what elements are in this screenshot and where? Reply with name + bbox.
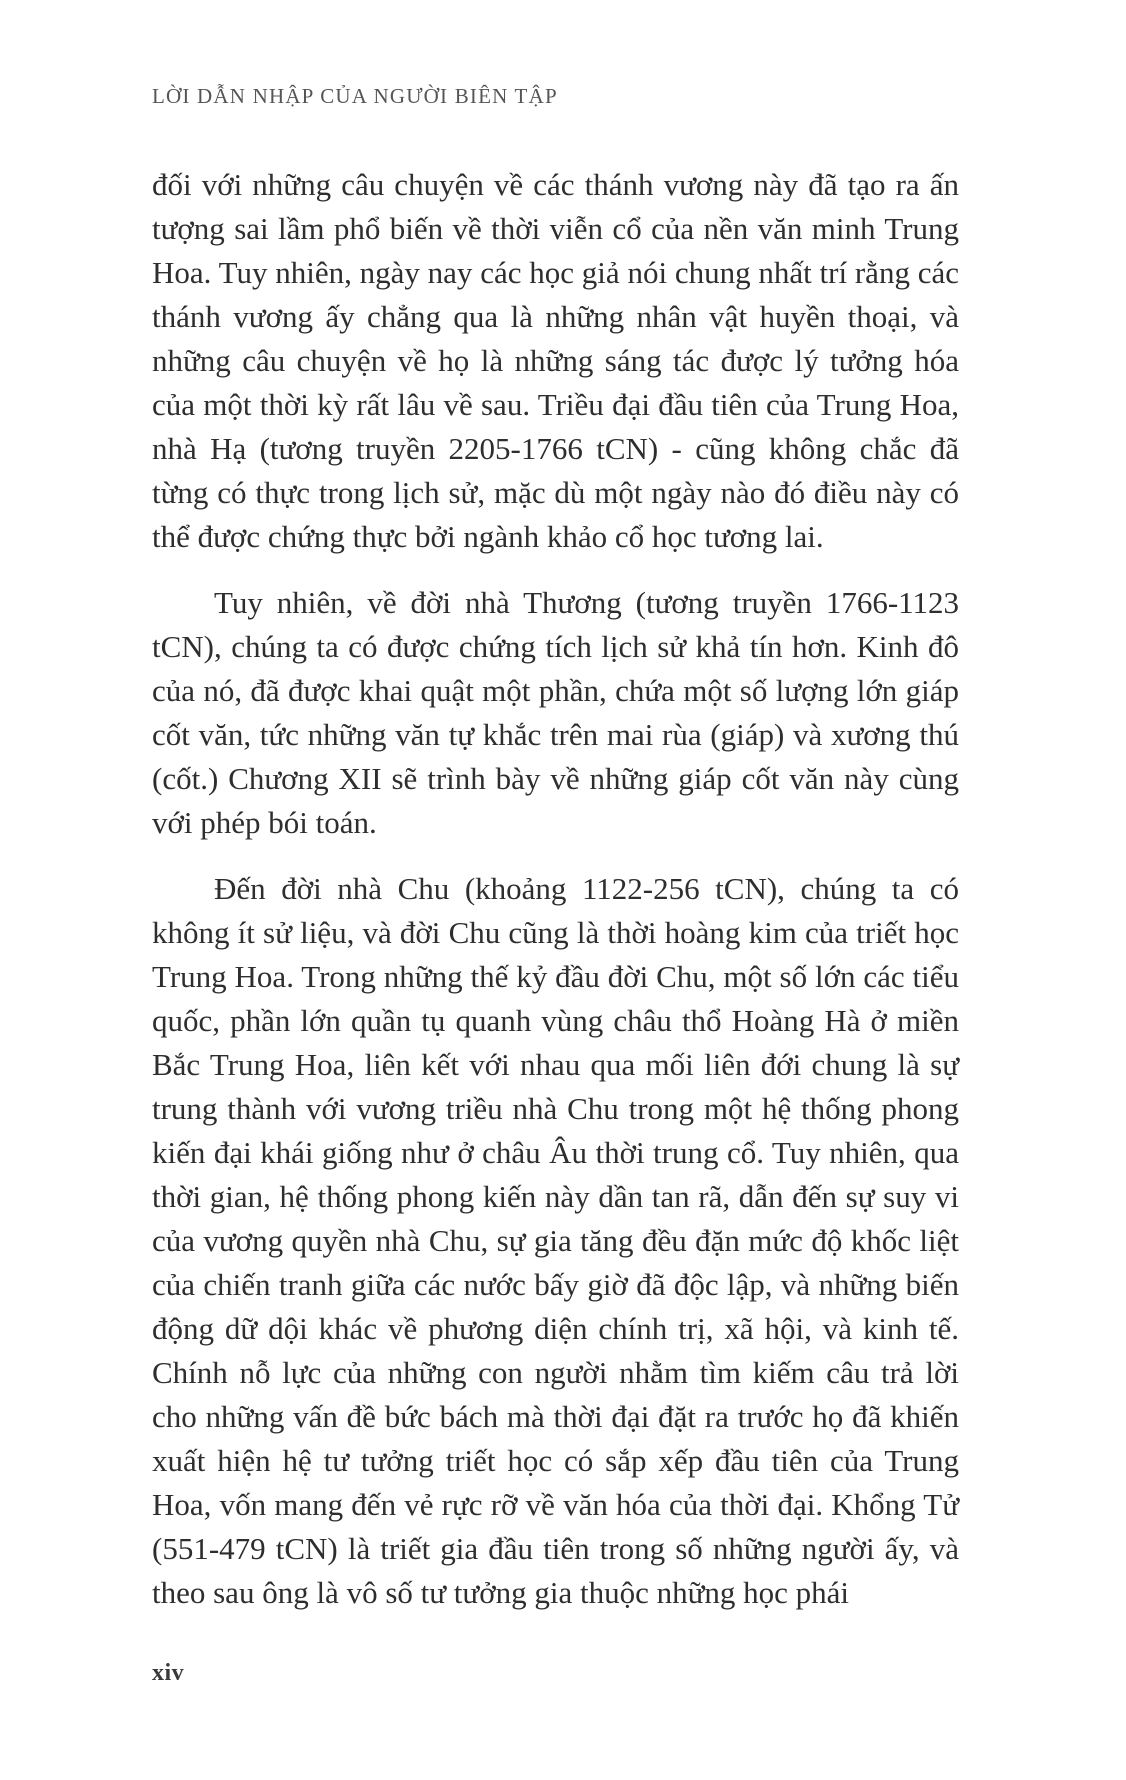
running-header: LỜI DẪN NHẬP CỦA NGƯỜI BIÊN TẬP (152, 84, 558, 108)
paragraph-2: Tuy nhiên, về đời nhà Thương (tương truyền 1766-1123 tCN), chúng ta có được chứng tích lịch sử khả tín hơn. Kinh đô của nó, đã được khai quật một phần, chứa một số lượng lớn giáp cốt văn, tức những văn tự khắc trên mai rùa (giáp) và xương thú (cốt.) Chương XII sẽ trình bày về những giáp cốt văn này cùng với phép bói toán. (152, 585, 959, 840)
body-text (152, 163, 959, 1615)
page-number: xiv (152, 1660, 185, 1686)
paragraph-1: đối với những câu chuyện về các thánh vương này đã tạo ra ấn tượng sai lầm phổ biến về thời viễn cổ của nền văn minh Trung Hoa. Tuy nhiên, ngày nay các học giả nói chung nhất trí rằng các thánh vương ấy chẳng qua là những nhân vật huyền thoại, và những câu chuyện về họ là những sáng tác được lý tưởng hóa của một thời kỳ rất lâu về sau. Triều đại đầu tiên của Trung Hoa, nhà Hạ (tương truyền 2205-1766 tCN) - cũng không chắc đã từng có thực trong lịch sử, mặc dù một ngày nào đó điều này có thể được chứng thực bởi ngành khảo cổ học tương lai. (152, 167, 959, 554)
paragraph-3: Đến đời nhà Chu (khoảng 1122-256 tCN), chúng ta có không ít sử liệu, và đời Chu cũng là thời hoàng kim của triết học Trung Hoa. Trong những thế kỷ đầu đời Chu, một số lớn các tiểu quốc, phần lớn quần tụ quanh vùng châu thổ Hoàng Hà ở miền Bắc Trung Hoa, liên kết với nhau qua mối liên đới chung là sự trung thành với vương triều nhà Chu trong một hệ thống phong kiến đại khái giống như ở châu Âu thời trung cổ. Tuy nhiên, qua thời gian, hệ thống phong kiến này dần tan rã, dẫn đến sự suy vi của vương quyền nhà Chu, sự gia tăng đều đặn mức độ khốc liệt của chiến tranh giữa các nước bấy giờ đã độc lập, và những biến động dữ dội khác về phương diện chính trị, xã hội, và kinh tế. Chính nỗ lực của những con người nhằm tìm kiếm câu trả lời cho những vấn đề bức bách mà thời đại đặt ra trước họ đã khiến xuất hiện hệ tư tưởng triết học có sắp xếp đầu tiên của Trung Hoa, vốn mang đến vẻ rực rỡ về văn hóa của thời đại. Khổng Tử (551-479 tCN) là triết gia đầu tiên trong số những người ấy, và theo sau ông là vô số tư tưởng gia thuộc những học phái (152, 871, 959, 1610)
